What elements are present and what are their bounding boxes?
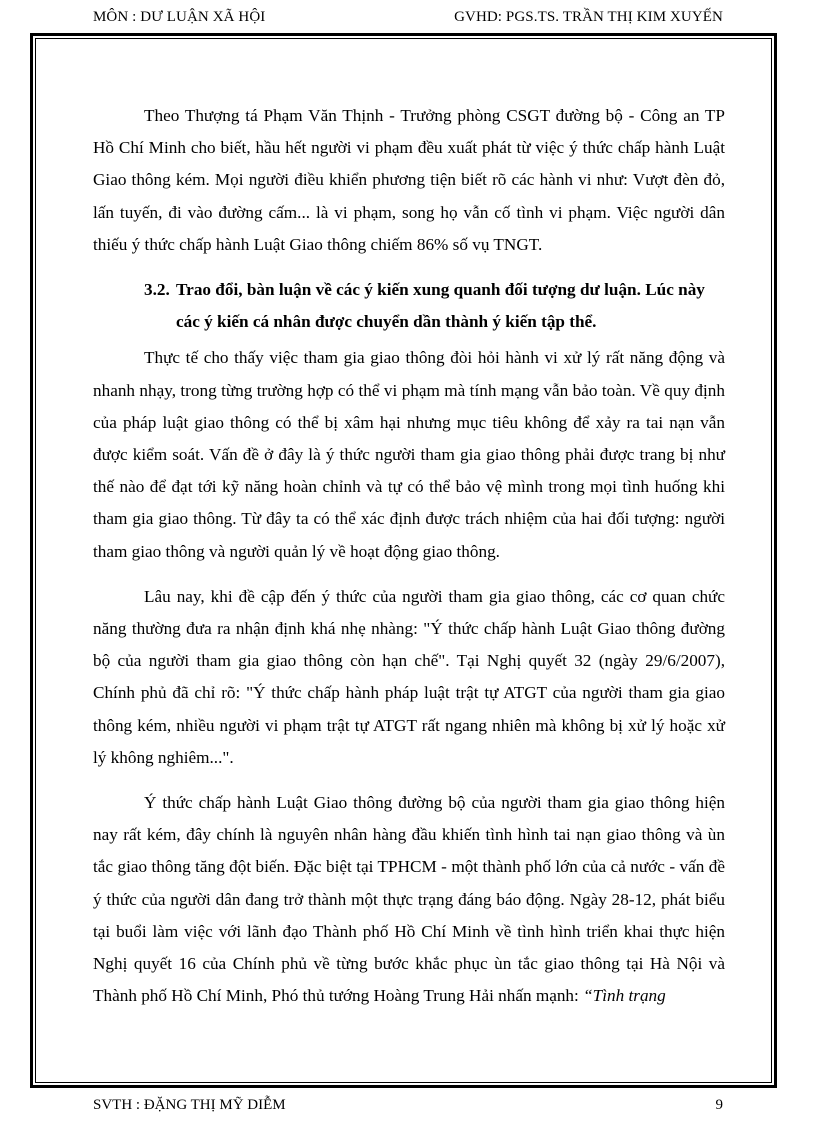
paragraph-4 (93, 787, 725, 1012)
section-title: Trao đổi, bàn luận về các ý kiến xung quanh đối tượng dư luận. Lúc này các ý kiến cá nhân được chuyển dần thành ý kiến tập thể. (176, 280, 705, 332)
section-number: 3.2. (144, 280, 170, 300)
paragraph-4-quote: “Tình trạng (583, 986, 666, 1006)
paragraph-1: Theo Thượng tá Phạm Văn Thịnh - Trưởng phòng CSGT đường bộ - Công an TP Hồ Chí Minh cho biết, hầu hết người vi phạm đều xuất phát từ việc ý thức chấp hành Luật Giao thông kém. Mọi người điều khiển phương tiện biết rõ các hành vi như: Vượt đèn đỏ, lấn tuyến, đi vào đường cấm... là vi phạm, song họ vẫn cố tình vi phạm. Việc người dân thiếu ý thức chấp hành Luật Giao thông chiếm 86% số vụ TNGT. (93, 106, 725, 254)
page-number: 9 (715, 1097, 723, 1113)
page-header (93, 9, 723, 31)
paragraph-3: Lâu nay, khi đề cập đến ý thức của người tham gia giao thông, các cơ quan chức năng thường đưa ra nhận định khá nhẹ nhàng: "Ý thức chấp hành Luật Giao thông đường bộ của người tham gia giao thông còn hạn chế". Tại Nghị quyết 32 (ngày 29/6/2007), Chính phủ đã chỉ rõ: "Ý thức chấp hành pháp luật trật tự ATGT của người tham gia giao thông kém, nhiều người vi phạm trật tự ATGT rất ngang nhiên mà không bị xử lý hoặc xử lý không nghiêm...". (93, 586, 725, 767)
section-heading (144, 274, 725, 338)
header-subject: MÔN : DƯ LUẬN XÃ HỘI (93, 9, 266, 25)
footer-student: SVTH : ĐẶNG THỊ MỸ DIỄM (93, 1097, 286, 1113)
document-body (93, 100, 725, 1012)
header-advisor: GVHD: PGS.TS. TRẦN THỊ KIM XUYẾN (454, 9, 723, 25)
page-footer (93, 1097, 723, 1119)
paragraph-2: Thực tế cho thấy việc tham gia giao thông đòi hỏi hành vi xử lý rất năng động và nhanh nhạy, trong từng trường hợp có thể vi phạm mà tính mạng vẫn bảo toàn. Về quy định của pháp luật giao thông có thể bị xâm hại nhưng mục tiêu không để xảy ra tai nạn vẫn được kiểm soát. Vấn đề ở đây là ý thức người tham gia giao thông phải được trang bị như thế nào để đạt tới kỹ năng hoàn chỉnh và tự có thể bảo vệ mình trong mọi tình huống khi tham gia giao thông. Từ đây ta có thể xác định được trách nhiệm của hai đối tượng: người tham giao thông và người quản lý về hoạt động giao thông. (93, 348, 725, 561)
paragraph-4-text: Ý thức chấp hành Luật Giao thông đường bộ của người tham gia giao thông hiện nay rất kém, đây chính là nguyên nhân hàng đầu khiến tình hình tai nạn giao thông và ùn tắc giao thông tăng đột biến. Đặc biệt tại TPHCM - một thành phố lớn của cả nước - vấn đề ý thức của người dân đang trở thành một thực trạng đáng báo động. Ngày 28-12, phát biểu tại buổi làm việc với lãnh đạo Thành phố Hồ Chí Minh về tình hình triển khai thực hiện Nghị quyết 16 của Chính phủ về từng bước khắc phục ùn tắc giao thông tại Hà Nội và Thành phố Hồ Chí Minh, Phó thủ tướng Hoàng Trung Hải nhấn mạnh: (93, 793, 725, 1006)
